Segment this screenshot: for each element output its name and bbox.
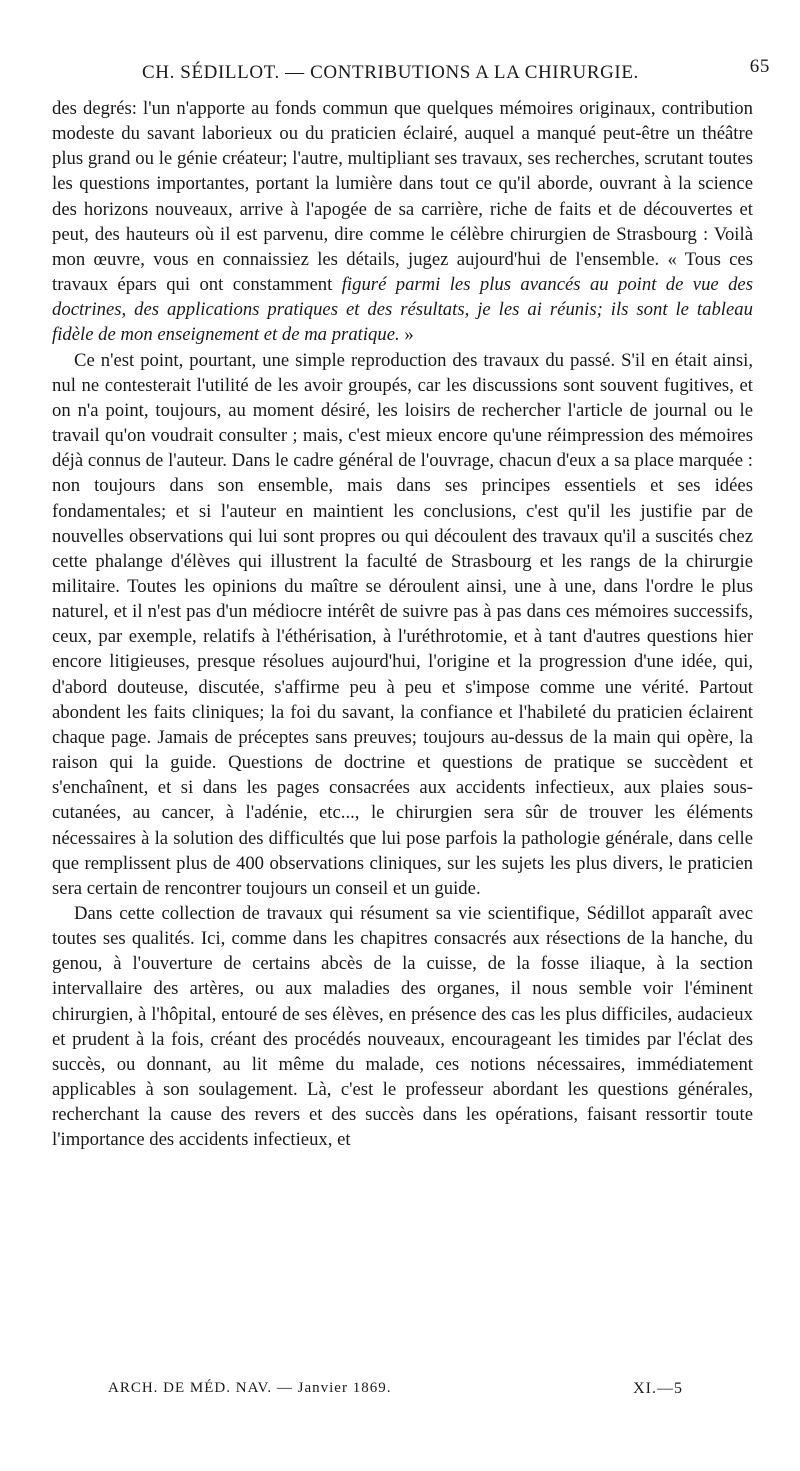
paragraph-3: Dans cette collection de travaux qui résument sa vie scientifique, Sédillot apparaît avec toutes ses qualités. Ici, comme dans les chapitres consacrés aux résections de la hanche, du genou, à l'ouverture de certains abcès de la cuisse, de la fosse iliaque, à la section intervallaire des artères, ou aux maladies des organes, il nous semble voir l'éminent chirurgien, à l'hôpital, entouré de ses élèves, en présence des cas les plus difficiles, audacieux et prudent à la fois, créant des procédés nouveaux, encourageant les timides par l'éclat des succès, ou donnant, au lit même du malade, ces notions nécessaires, immédiatement applicables à son soulagement. Là, c'est le professeur abordant les questions générales, recherchant la cause des revers et des succès dans les opérations, faisant ressortir toute l'importance des accidents infectieux, et [52, 903, 753, 1151]
page-footer [108, 1380, 683, 1404]
page-number: 65 [749, 56, 770, 77]
running-title: CH. SÉDILLOT. — CONTRIBUTIONS A LA CHIRURGIE. [142, 62, 639, 83]
paragraph-2: Ce n'est point, pourtant, une simple reproduction des travaux du passé. S'il en était ainsi, nul ne contesterait l'utilité de les avoir groupés, car les discussions sont souvent fugitives, et on n'a point, toujours, au moment désiré, les loisirs de rechercher l'article de journal ou le travail qu'on voudrait consulter ; mais, c'est mieux encore qu'une réimpression des mémoires déjà connus de l'auteur. Dans le cadre général de l'ouvrage, chacun d'eux a sa place marquée : non toujours dans son ensemble, mais dans ses principes essentiels et ses idées fondamentales; et si l'auteur en maintient les conclusions, c'est qu'il les justifie par de nouvelles observations qui lui sont propres ou qui découlent des travaux qu'il a suscités chez cette phalange d'élèves qui illustrent la faculté de Strasbourg et les rangs de la chirurgie militaire. Toutes les opinions du maître se déroulent ainsi, une à une, dans l'ordre le plus naturel, et il n'est pas d'un médiocre intérêt de suivre pas à pas dans ces mémoires successifs, ceux, par exemple, relatifs à l'éthérisation, à l'uréthrotomie, et à tant d'autres questions hier encore litigieuses, presque résolues aujourd'hui, l'origine et la progression d'une idée, qui, d'abord douteuse, discutée, s'affirme peu à peu et s'impose comme une vérité. Partout abondent les faits cliniques; la foi du savant, la confiance et l'habileté du praticien éclairent chaque page. Jamais de préceptes sans preuves; toujours au-dessus de la main qui opère, la raison qui la guide. Questions de doctrine et questions de pratique se succèdent et s'enchaînent, et si dans les pages consacrées aux accidents infectieux, aux plaies sous-cutanées, au cancer, à l'adénie, etc..., le chirurgien sera sûr de trouver les éléments nécessaires à la solution des difficultés que lui pose parfois la pathologie générale, dans celle que remplissent plus de 400 observations cliniques, sur les sujets les plus divers, le praticien sera certain de rencontrer toujours un conseil et un guide. [52, 349, 753, 899]
paragraph-1-italic-quote: figuré parmi les plus avancés au point de vue des doctrines, des applications pratiques et des résultats, je les ai réunis; ils sont le tableau fidèle de mon enseignement et de ma pratique. [52, 274, 754, 346]
running-head [52, 56, 770, 88]
paragraph-1-text: des degrés: l'un n'apporte au fonds commun que quelques mémoires originaux, contribution modeste du savant laborieux ou du praticien éclairé, auquel a manqué peut-être un théâtre plus grand ou le génie créateur; l'autre, multipliant ses travaux, ses recherches, scrutant toutes les questions importantes, portant la lumière dans tout ce qu'il aborde, ouvrant à la science des horizons nouveaux, arrive à l'apogée de sa carrière, riche de faits et de découvertes et peut, des hauteurs où il est parvenu, dire comme le célèbre chirurgien de Strasbourg : Voilà mon œuvre, vous en connaissiez les détails, jugez aujourd'hui de l'ensemble. « Tous ces travaux épars qui ont constamment [52, 98, 753, 296]
footer-signature: XI.—5 [633, 1380, 683, 1397]
footer-source: ARCH. DE MÉD. NAV. — Janvier 1869. [108, 1380, 392, 1396]
body-text [52, 96, 753, 1153]
paragraph-1-quote-close: » [399, 324, 414, 346]
paragraph-1 [52, 96, 753, 348]
